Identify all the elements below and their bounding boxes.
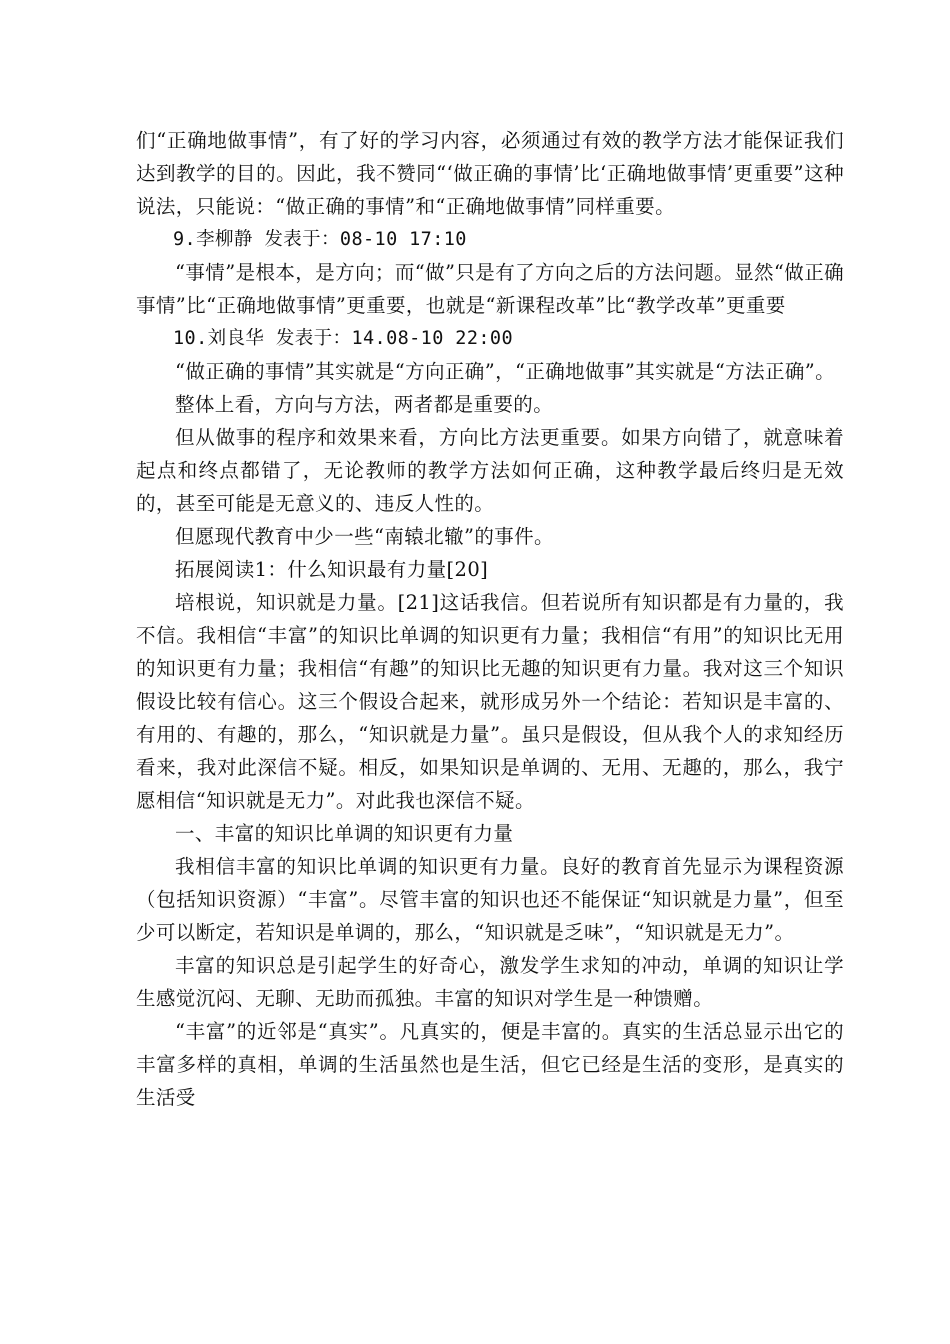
comment-body-9: “事情”是根本，是方向；而“做”只是有了方向之后的方法问题。显然“做正确事情”比“正确地做事情”更重要，也就是“新课程改革”比“教学改革”更重要 [136,261,844,317]
comment-body-10: “做正确的事情”其实就是“方向正确”，“正确地做事”其实就是“方法正确”。 [175,360,836,383]
comment-header-9: 9.李柳静 发表于：08-10 17:10 [173,229,467,250]
section-heading-rich-knowledge: 一、丰富的知识比单调的知识更有力量 [175,822,514,845]
paragraph-real: “丰富”的近邻是“真实”。凡真实的，便是丰富的。真实的生活总显示出它的丰富多样的真相，单调的生活虽然也是生活，但它已经是生活的变形，是真实的生活受 [136,1020,844,1109]
section-title-extended-reading: 拓展阅读1：什么知识最有力量[20] [175,558,489,581]
paragraph-curiosity: 丰富的知识总是引起学生的好奇心，激发学生求知的冲动，单调的知识让学生感觉沉闷、无聊、无助而孤独。丰富的知识对学生是一种馈赠。 [136,954,844,1010]
paragraph-continuation: 们“正确地做事情”，有了好的学习内容，必须通过有效的教学方法才能保证我们达到教学的目的。因此，我不赞同“‘做正确的事情’比‘正确地做事情’更重要”这种说法，只能说：“做正确的事情”和“正确地做事情”同样重要。 [136,129,844,218]
comment-header-10: 10.刘良华 发表于：14.08-10 22:00 [173,328,513,349]
paragraph-rich-knowledge: 我相信丰富的知识比单调的知识更有力量。良好的教育首先显示为课程资源（包括知识资源）“丰富”。尽管丰富的知识也还不能保证“知识就是力量”，但至少可以断定，若知识是单调的，那么，“知识就是乏味”，“知识就是无力”。 [136,855,844,944]
paragraph-bacon: 培根说，知识就是力量。[21]这话我信。但若说所有知识都是有力量的，我不信。我相信“丰富”的知识比单调的知识更有力量；我相信“有用”的知识比无用的知识更有力量；我相信“有趣”的知识比无趣的知识更有力量。我对这三个知识假设比较有信心。这三个假设合起来，就形成另外一个结论：若知识是丰富的、有用的、有趣的，那么，“知识就是力量”。虽只是假设，但从我个人的求知经历看来，我对此深信不疑。相反，如果知识是单调的、无用、无趣的，那么，我宁愿相信“知识就是无力”。对此我也深信不疑。 [136,591,844,812]
document-body [136,124,844,1114]
paragraph-direction: 但从做事的程序和效果来看，方向比方法更重要。如果方向错了，就意味着起点和终点都错了，无论教师的教学方法如何正确，这种教学最后终归是无效的，甚至可能是无意义的、违反人性的。 [136,426,844,515]
paragraph-wish: 但愿现代教育中少一些“南辕北辙”的事件。 [175,525,554,548]
paragraph-overall: 整体上看，方向与方法，两者都是重要的。 [175,393,554,416]
